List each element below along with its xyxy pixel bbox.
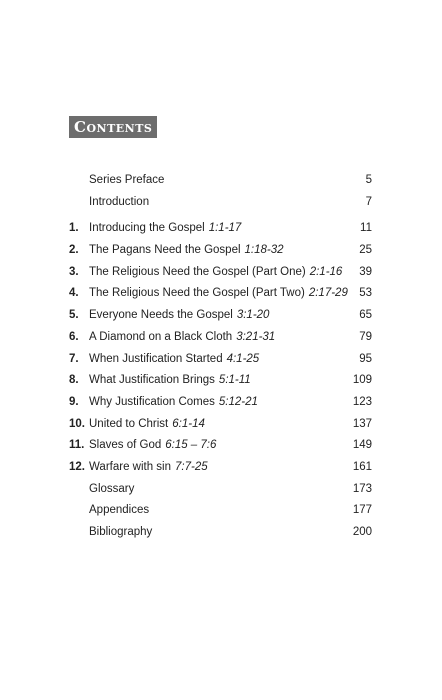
chapter-page: 149 (352, 439, 372, 452)
chapter-page: 109 (352, 374, 372, 387)
toc-entry-appendices (69, 500, 372, 522)
chapter-page: 161 (352, 460, 372, 473)
toc-entry-bibliography (69, 522, 372, 544)
scripture-reference: 7:7-25 (175, 460, 208, 473)
scripture-reference: 3:1-20 (236, 309, 270, 322)
chapter-number: 3. (69, 265, 79, 278)
toc-entry-title: Glossary (89, 482, 135, 495)
toc-chapter-7 (69, 349, 372, 371)
table-of-contents (69, 170, 372, 544)
chapter-number: 1. (69, 222, 79, 235)
toc-entry-page: 177 (352, 504, 372, 517)
chapter-title: United to Christ (89, 417, 169, 430)
scripture-reference: 1:18-32 (244, 244, 284, 257)
chapter-page: 25 (359, 244, 372, 257)
toc-chapter-10 (69, 414, 372, 436)
chapter-number: 8. (69, 374, 79, 387)
toc-chapter-2 (69, 240, 372, 262)
toc-chapter-3 (69, 262, 372, 284)
toc-chapter-4 (69, 283, 372, 305)
chapter-page: 79 (359, 330, 372, 343)
toc-entry-page: 5 (365, 174, 372, 186)
chapter-page: 53 (359, 287, 372, 300)
toc-chapter-1 (69, 218, 372, 240)
scripture-reference: 6:1-14 (172, 417, 205, 430)
chapter-title: A Diamond on a Black Cloth (89, 330, 233, 343)
chapter-number: 6. (69, 330, 79, 343)
chapter-title: What Justification Brings (89, 374, 215, 387)
chapter-number: 7. (69, 352, 79, 365)
chapter-number: 10. (69, 417, 85, 430)
contents-heading: Contents (69, 116, 157, 138)
scripture-reference: 6:15 – 7:6 (165, 439, 217, 452)
chapter-number: 11. (69, 439, 85, 452)
chapter-title: Why Justification Comes (89, 395, 215, 408)
scripture-reference: 3:21-31 (236, 330, 276, 343)
chapter-page: 95 (359, 352, 372, 365)
chapter-title: Slaves of God (89, 439, 162, 452)
toc-entry-series-preface (69, 170, 372, 192)
chapter-title: The Pagans Need the Gospel (89, 244, 241, 257)
chapter-page: 123 (352, 395, 372, 408)
chapter-page: 137 (352, 417, 372, 430)
toc-chapter-6 (69, 327, 372, 349)
toc-chapter-11 (69, 435, 372, 457)
chapter-title: Warfare with sin (89, 460, 172, 473)
toc-chapter-12 (69, 457, 372, 479)
chapter-number: 5. (69, 309, 79, 322)
chapter-number: 12. (69, 460, 85, 473)
chapter-title: Introducing the Gospel (89, 222, 205, 235)
toc-entry-title: Introduction (89, 195, 150, 208)
toc-entry-page: 7 (365, 195, 372, 208)
scripture-reference: 5:12-21 (218, 395, 258, 408)
scripture-reference: 2:17-29 (308, 287, 348, 300)
chapter-title: The Religious Need the Gospel (Part One) (89, 265, 306, 278)
toc-chapter-8 (69, 370, 372, 392)
chapter-title: When Justification Started (89, 352, 223, 365)
toc-entry-glossary (69, 479, 372, 501)
toc-chapter-5 (69, 305, 372, 327)
chapter-number: 2. (69, 244, 79, 257)
chapter-page: 39 (359, 265, 372, 278)
scripture-reference: 1:1-17 (208, 222, 242, 235)
chapter-page: 11 (360, 222, 372, 235)
toc-entry-title: Bibliography (89, 526, 153, 538)
toc-entry-title: Appendices (89, 504, 150, 517)
toc-entry-page: 173 (352, 482, 372, 495)
scripture-reference: 4:1-25 (226, 352, 260, 365)
chapter-title: The Religious Need the Gospel (Part Two) (89, 287, 305, 300)
chapter-number: 4. (69, 287, 79, 300)
chapter-number: 9. (69, 395, 79, 408)
chapter-title: Everyone Needs the Gospel (89, 309, 233, 322)
toc-entry-title: Series Preface (89, 174, 165, 186)
toc-entry-page: 200 (352, 526, 372, 538)
toc-entry-introduction (69, 192, 372, 214)
chapter-page: 65 (359, 309, 372, 322)
scripture-reference: 2:1-16 (309, 265, 343, 278)
toc-chapter-9 (69, 392, 372, 414)
scripture-reference: 5:1-11 (218, 374, 251, 387)
